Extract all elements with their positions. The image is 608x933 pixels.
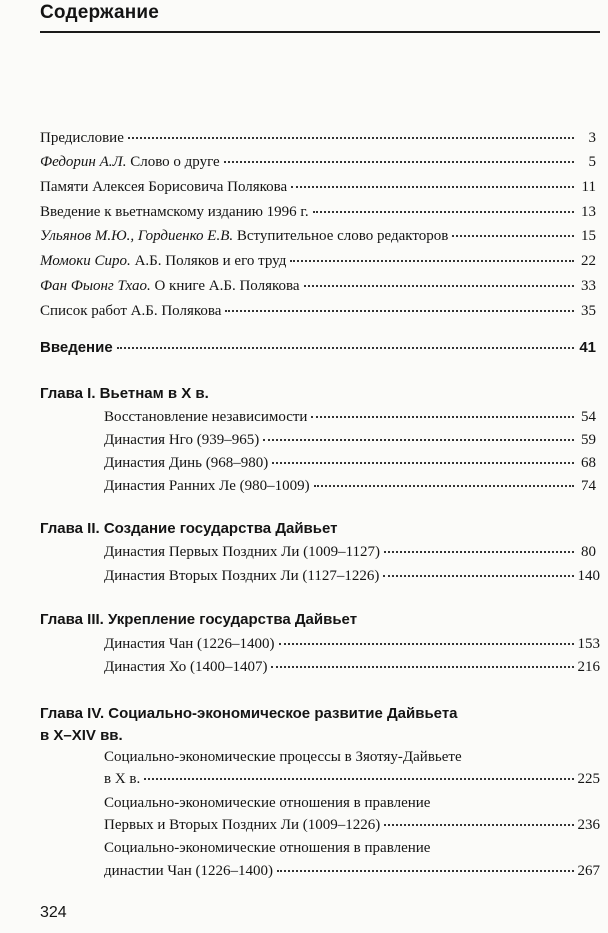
toc-entry[interactable]	[40, 301, 596, 321]
page-number: 3	[588, 130, 596, 146]
page-folio: 324	[40, 904, 67, 921]
toc-entry-title: Введение к вьетнамскому изданию 1996 г.	[40, 204, 309, 220]
page-number: 11	[581, 179, 596, 195]
toc-entry-title: династии Чан (1226–1400)	[104, 863, 274, 879]
page-number: 22	[581, 253, 596, 269]
toc-entry-title: Первых и Вторых Поздних Ли (1009–1226)	[104, 817, 381, 833]
leader-dots	[271, 666, 573, 668]
page-number: 35	[581, 303, 596, 319]
leader-dots	[277, 870, 573, 872]
leader-dots	[144, 778, 573, 780]
toc-entry-title: Федорин А.Л. Слово о друге	[40, 154, 220, 170]
toc-entry[interactable]	[40, 128, 596, 148]
toc-entry[interactable]	[104, 566, 600, 586]
page-number: 5	[588, 154, 596, 170]
leader-dots	[384, 551, 574, 553]
toc-entry-first-line: Социально-экономические отношения в правление	[104, 795, 431, 811]
chapter-heading-continued: в X–XIV вв.	[40, 727, 123, 744]
toc-entry[interactable]	[104, 407, 596, 427]
toc-entry-first-line: Социально-экономические процессы в Зяотяу-Дайвьете	[104, 749, 462, 765]
leader-dots	[304, 285, 574, 287]
page-number: 267	[577, 863, 600, 879]
toc-entry-title: Список работ А.Б. Полякова	[40, 303, 222, 319]
toc-entry-title: Ульянов М.Ю., Гордиенко Е.В. Вступительное слово редакторов	[40, 228, 449, 244]
toc-entry[interactable]	[104, 634, 600, 654]
page-number: 54	[581, 409, 596, 425]
toc-entry-title: Восстановление независимости	[104, 409, 308, 425]
page-number: 68	[581, 455, 596, 471]
toc-entry-first-line: Социально-экономические отношения в правление	[104, 840, 431, 856]
toc-entry[interactable]	[104, 453, 596, 473]
toc-entry[interactable]	[40, 177, 596, 197]
leader-dots	[225, 310, 574, 312]
leader-dots	[383, 575, 573, 577]
leader-dots	[263, 439, 574, 441]
toc-entry-title: Династия Динь (968–980)	[104, 455, 269, 471]
page-number: 153	[577, 636, 600, 652]
page-number: 74	[581, 478, 596, 494]
leader-dots	[313, 211, 574, 213]
toc-entry-title: Предисловие	[40, 130, 124, 146]
toc-entry-title: Династия Ранних Ле (980–1009)	[104, 478, 310, 494]
page-number: 140	[577, 568, 600, 584]
leader-dots	[117, 347, 574, 349]
page-title: Содержание	[40, 2, 160, 23]
chapter-heading[interactable]: Глава III. Укрепление государства Дайвьет	[40, 611, 358, 628]
leader-dots	[311, 416, 574, 418]
toc-entry-title: в X в.	[104, 771, 141, 787]
leader-dots	[128, 137, 574, 139]
page-number: 15	[581, 228, 596, 244]
toc-entry[interactable]	[40, 276, 596, 296]
chapter-heading[interactable]: Глава I. Вьетнам в X в.	[40, 385, 209, 402]
toc-entry-title: Династия Чан (1226–1400)	[104, 636, 275, 652]
header-rule	[40, 31, 600, 33]
leader-dots	[290, 260, 574, 262]
toc-entry-introduction[interactable]	[40, 338, 596, 358]
toc-entry[interactable]	[104, 815, 600, 835]
toc-entry-title: Династия Хо (1400–1407)	[104, 659, 268, 675]
page-number: 59	[581, 432, 596, 448]
page-number: 236	[577, 817, 600, 833]
toc-entry-title: Династия Первых Поздних Ли (1009–1127)	[104, 544, 381, 560]
toc-entry-title: Момоки Сиро. А.Б. Поляков и его труд	[40, 253, 287, 269]
leader-dots	[314, 485, 574, 487]
toc-entry[interactable]	[104, 861, 600, 881]
toc-entry-title: Династия Вторых Поздних Ли (1127–1226)	[104, 568, 380, 584]
toc-entry[interactable]	[40, 251, 596, 271]
leader-dots	[384, 824, 573, 826]
page-number: 33	[581, 278, 596, 294]
toc-entry-title: Памяти Алексея Борисовича Полякова	[40, 179, 288, 195]
toc-entry[interactable]	[104, 769, 600, 789]
toc-entry[interactable]	[104, 476, 596, 496]
toc-entry-title: Династия Нго (939–965)	[104, 432, 260, 448]
toc-entry[interactable]	[40, 152, 596, 172]
toc-entry-title: Фан Фыонг Тхао. О книге А.Б. Полякова	[40, 278, 300, 294]
page-number: 41	[579, 339, 596, 356]
toc-entry-title: Введение	[40, 339, 113, 356]
toc-entry[interactable]	[40, 226, 596, 246]
toc-entry[interactable]	[104, 542, 596, 562]
leader-dots	[272, 462, 574, 464]
leader-dots	[224, 161, 574, 163]
page-number: 80	[581, 544, 596, 560]
page-number: 216	[577, 659, 600, 675]
leader-dots	[279, 643, 574, 645]
page-number: 13	[581, 204, 596, 220]
chapter-heading[interactable]: Глава II. Создание государства Дайвьет	[40, 520, 338, 537]
toc-entry[interactable]	[104, 657, 600, 677]
toc-entry[interactable]	[40, 202, 596, 222]
leader-dots	[291, 186, 574, 188]
chapter-heading[interactable]: Глава IV. Социально-экономическое развитие Дайвьета	[40, 705, 458, 722]
page-number: 225	[577, 771, 600, 787]
leader-dots	[452, 235, 574, 237]
toc-entry[interactable]	[104, 430, 596, 450]
